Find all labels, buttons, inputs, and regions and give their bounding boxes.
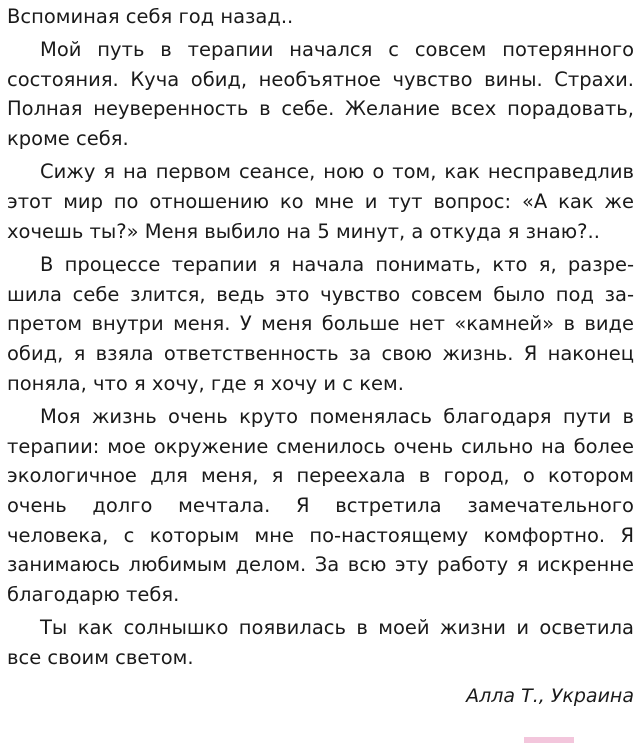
paragraph-5: Ты как солнышко появилась в моей жизни и осветила все своим светом. — [7, 616, 634, 669]
paragraph-4: Моя жизнь очень круто поменялась благодаря пути в терапии: мое окружение сменилось очень сильно на более экологичное для меня, я переехала в город, о котором очень долго мечтала. Я встретила замечательного человека, с которым мне по-настоящему комфортно. Я занимаюсь любимым делом. За всю эту работу я искренне благодарю тебя. — [7, 405, 634, 606]
paragraph-1: Мой путь в терапии начался с совсем потерянного состояния. Куча обид, необъятное чувство вины. Страхи. Полная неуверенность в себе. Желание всех порадовать, кроме себя. — [7, 38, 634, 150]
decorative-pink-strip — [524, 737, 574, 743]
paragraph-3: В процессе терапии я начала понимать, кто я, разрешила себе злится, ведь это чувство совсем было под запретом внутри меня. У меня больше нет «камней» в виде обид, я взяла ответственность за свою жизнь. Я наконец поняла, что я хочу, где я хочу и с кем. — [7, 253, 634, 395]
page-title: Вспоминая себя год назад.. — [7, 5, 294, 28]
paragraph-2: Сижу я на первом сеансе, ною о том, как несправедлив этот мир по отношению ко мне и тут вопрос: «А как же хочешь ты?» Меня выбило на 5 минут, а откуда я знаю?.. — [7, 160, 634, 243]
author-signature: Алла Т., Украина — [466, 685, 634, 707]
